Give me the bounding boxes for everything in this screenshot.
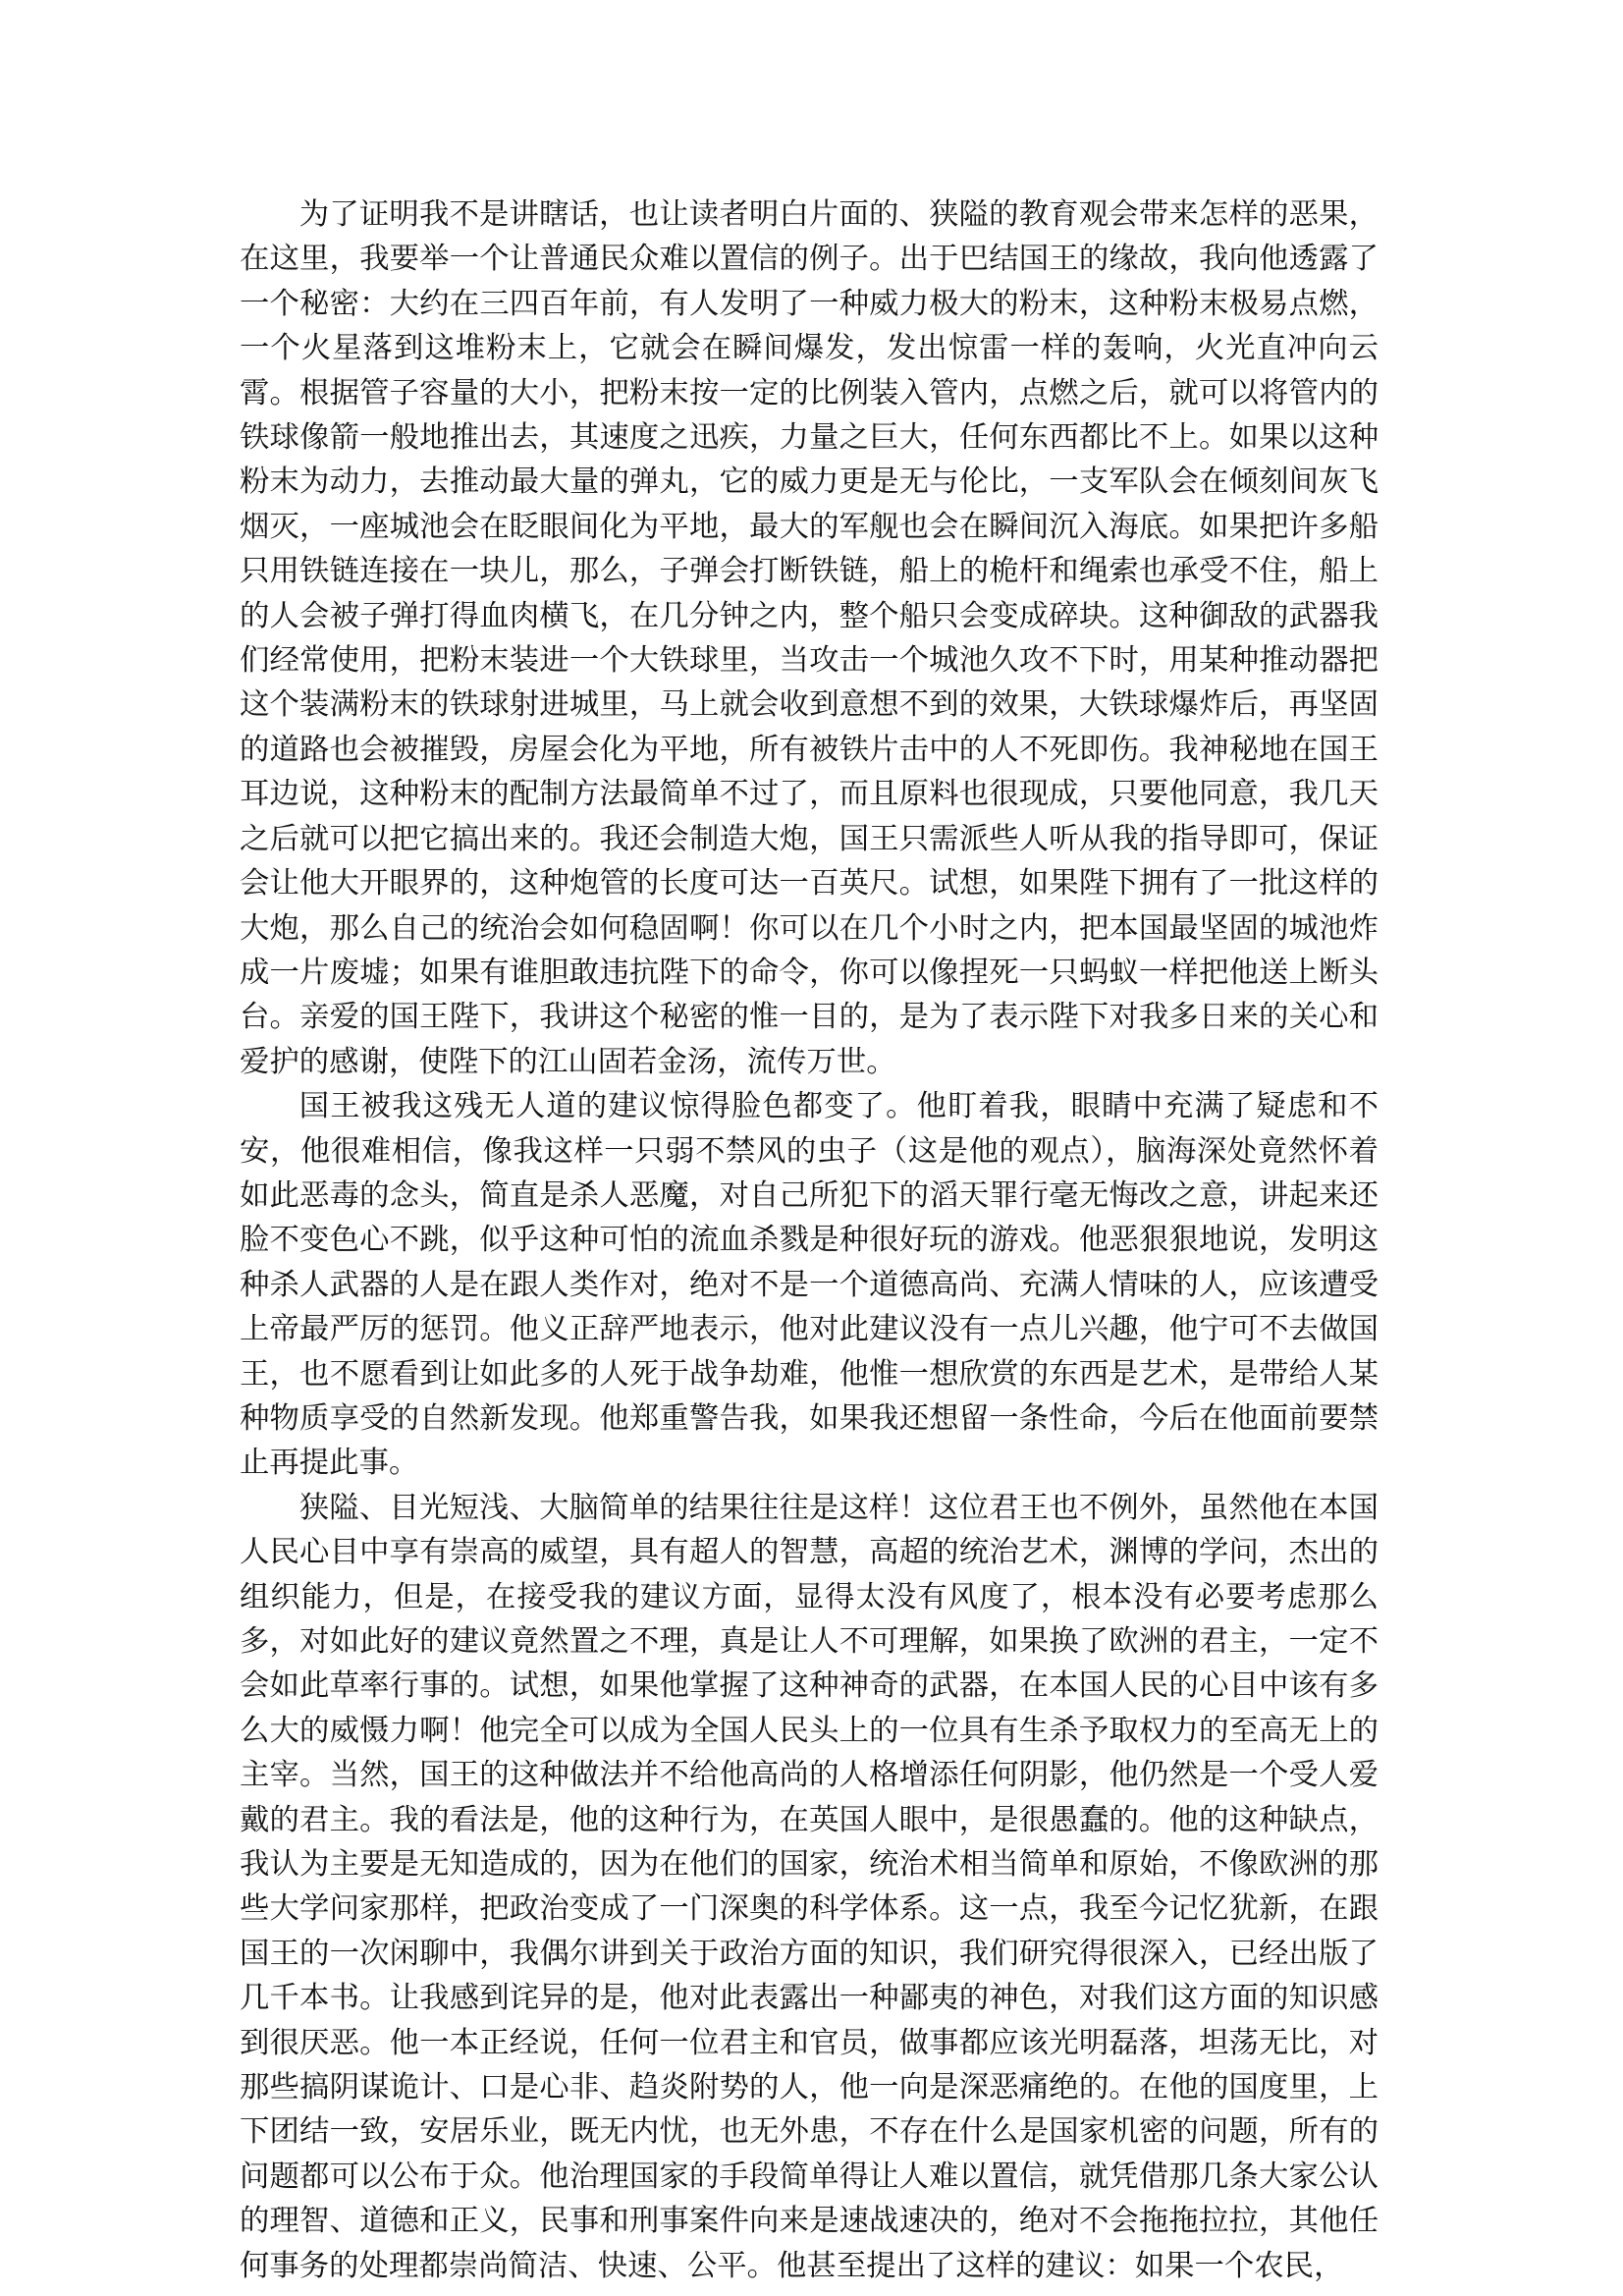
paragraph-3: 狭隘、目光短浅、大脑简单的结果往往是这样！这位君王也不例外，虽然他在本国人民心目中享有崇高的威望，具有超人的智慧，高超的统治艺术，渊博的学问，杰出的组织能力，但是，在接受我的建议方面，显得太没有风度了，根本没有必要考虑那么多，对如此好的建议竟然置之不理，真是让人不可理解，如果换了欧洲的君主，一定不会如此草率行事的。试想，如果他掌握了这种神奇的武器，在本国人民的心目中该有多么大的威慑力啊！他完全可以成为全国人民头上的一位具有生杀予取权力的至高无上的主宰。当然，国王的这种做法并不给他高尚的人格增添任何阴影，他仍然是一个受人爱戴的君主。我的看法是，他的这种行为，在英国人眼中，是很愚蠢的。他的这种缺点，我认为主要是无知造成的，因为在他们的国家，统治术相当简单和原始，不像欧洲的那些大学问家那样，把政治变成了一门深奥的科学体系。这一点，我至今记忆犹新，在跟国王的一次闲聊中，我偶尔讲到关于政治方面的知识，我们研究得很深入，已经出版了几千本书。让我感到诧异的是，他对此表露出一种鄙夷的神色，对我们这方面的知识感到很厌恶。他一本正经说，任何一位君主和官员，做事都应该光明磊落，坦荡无比，对那些搞阴谋诡计、口是心非、趋炎附势的人，他一向是深恶痛绝的。在他的国度里，上下团结一致，安居乐业，既无内忧，也无外患，不存在什么是国家机密的问题，所有的问题都可以公布于众。他治理国家的手段简单得让人难以置信，就凭借那几条大家公认的理智、道德和正义，民事和刑事案件向来是速战速决的，绝对不会拖拖拉拉，其他任何事务的处理都崇尚简洁、快速、公平。他甚至提出了这样的建议：如果一个农民， <box>240 1490 1379 2283</box>
paragraph-1: 为了证明我不是讲瞎话，也让读者明白片面的、狭隘的教育观会带来怎样的恶果，在这里，我要举一个让普通民众难以置信的例子。出于巴结国王的缘故，我向他透露了一个秘密：大约在三四百年前，有人发明了一种威力极大的粉末，这种粉末极易点燃，一个火星落到这堆粉末上，它就会在瞬间爆发，发出惊雷一样的轰响，火光直冲向云霄。根据管子容量的大小，把粉末按一定的比例装入管内，点燃之后，就可以将管内的铁球像箭一般地推出去，其速度之迅疾，力量之巨大，任何东西都比不上。如果以这种粉末为动力，去推动最大量的弹丸，它的威力更是无与伦比，一支军队会在倾刻间灰飞烟灭，一座城池会在眨眼间化为平地，最大的军舰也会在瞬间沉入海底。如果把许多船只用铁链连接在一块儿，那么，子弹会打断铁链，船上的桅杆和绳索也承受不住，船上的人会被子弹打得血肉横飞，在几分钟之内，整个船只会变成碎块。这种御敌的武器我们经常使用，把粉末装进一个大铁球里，当攻击一个城池久攻不下时，用某种推动器把这个装满粉末的铁球射进城里，马上就会收到意想不到的效果，大铁球爆炸后，再坚固的道路也会被摧毁，房屋会化为平地，所有被铁片击中的人不死即伤。我神秘地在国王耳边说，这种粉末的配制方法最简单不过了，而且原料也很现成，只要他同意，我几天之后就可以把它搞出来的。我还会制造大炮，国王只需派些人听从我的指导即可，保证会让他大开眼界的，这种炮管的长度可达一百英尺。试想，如果陛下拥有了一批这样的大炮，那么自己的统治会如何稳固啊！你可以在几个小时之内，把本国最坚固的城池炸成一片废墟；如果有谁胆敢违抗陛下的命令，你可以像捏死一只蚂蚁一样把他送上断头台。亲爱的国王陛下，我讲这个秘密的惟一目的，是为了表示陛下对我多日来的关心和爱护的感谢，使陛下的江山固若金汤，流传万世。 <box>240 197 1379 1079</box>
paragraph-2: 国王被我这残无人道的建议惊得脸色都变了。他盯着我，眼睛中充满了疑虑和不安，他很难相信，像我这样一只弱不禁风的虫子（这是他的观点），脑海深处竟然怀着如此恶毒的念头，简直是杀人恶魔，对自己所犯下的滔天罪行毫无悔改之意，讲起来还脸不变色心不跳，似乎这种可怕的流血杀戮是种很好玩的游戏。他恶狠狠地说，发明这种杀人武器的人是在跟人类作对，绝对不是一个道德高尚、充满人情味的人，应该遭受上帝最严厉的惩罚。他义正辞严地表示，他对此建议没有一点儿兴趣，他宁可不去做国王，也不愿看到让如此多的人死于战争劫难，他惟一想欣赏的东西是艺术，是带给人某种物质享受的自然新发现。他郑重警告我，如果我还想留一条性命，今后在他面前要禁止再提此事。 <box>240 1089 1379 1481</box>
body-text <box>240 192 1379 2288</box>
